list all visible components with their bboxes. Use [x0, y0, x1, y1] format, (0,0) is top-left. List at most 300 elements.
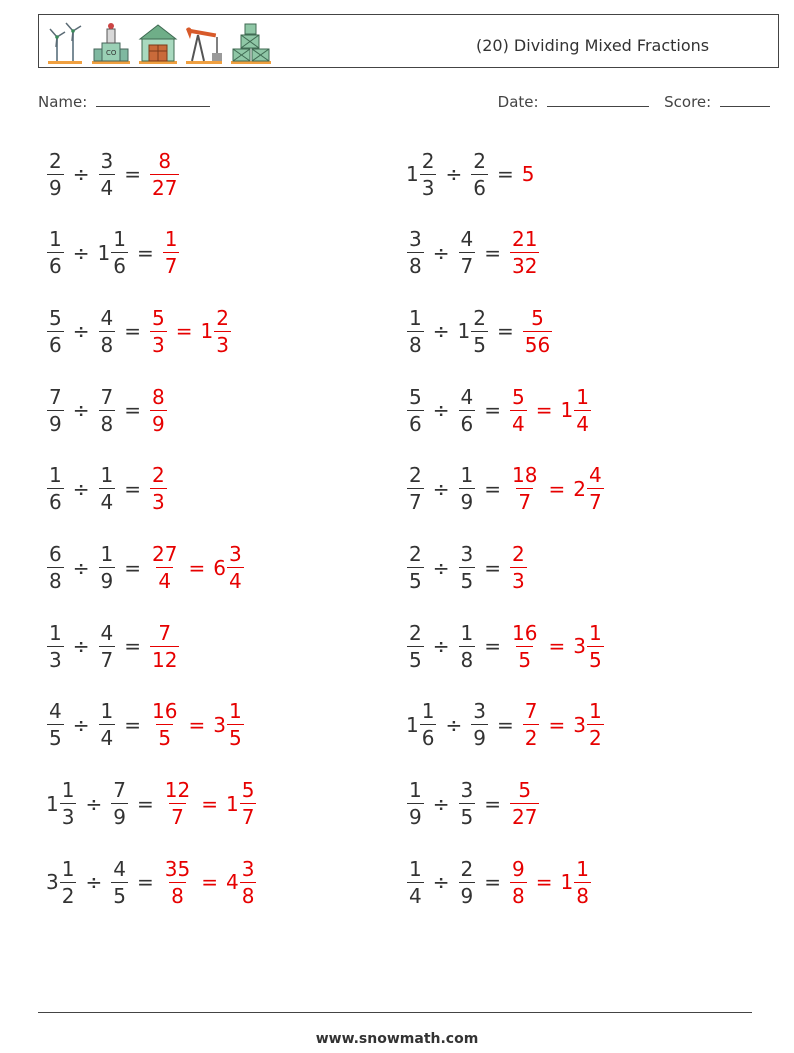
divide-symbol: ÷ [72, 240, 90, 265]
fraction [510, 857, 527, 908]
numerator: 2 [512, 542, 525, 566]
divide-symbol: ÷ [72, 634, 90, 659]
whole-number: 5 [521, 162, 535, 186]
answer-mixed-number [226, 778, 257, 829]
numerator: 18 [512, 463, 538, 488]
fraction [459, 542, 476, 593]
denominator: 6 [49, 254, 62, 279]
divide-symbol: ÷ [85, 870, 103, 895]
denominator: 6 [113, 254, 126, 279]
answer-fraction [509, 227, 540, 278]
fraction [407, 857, 424, 908]
divide-symbol: ÷ [72, 398, 90, 423]
denominator: 8 [100, 332, 114, 357]
equals-symbol: = [136, 870, 154, 895]
numerator: 3 [473, 699, 486, 724]
fraction [99, 385, 116, 436]
fraction [574, 385, 591, 436]
divide-symbol: ÷ [432, 476, 450, 501]
fraction [407, 385, 424, 436]
numerator: 9 [512, 856, 525, 881]
numerator: 6 [49, 542, 62, 566]
numerator: 4 [49, 699, 62, 724]
denominator: 8 [241, 883, 255, 908]
answer-fraction [522, 699, 541, 750]
equals-symbol: = [124, 555, 141, 580]
numerator: 1 [409, 856, 422, 881]
equals-symbol: = [484, 398, 501, 423]
svg-text:CO: CO [106, 49, 117, 57]
divisor [98, 149, 117, 200]
numerator: 3 [460, 542, 474, 566]
divisor [458, 385, 477, 436]
problem-item [46, 380, 168, 440]
fraction [47, 306, 64, 357]
problem-item [406, 774, 540, 834]
whole-number: 3 [213, 712, 226, 737]
denominator: 7 [588, 490, 602, 515]
denominator: 4 [100, 726, 114, 751]
score-blank[interactable] [720, 93, 770, 107]
equals-symbol: = [496, 162, 514, 186]
answer-fraction [509, 463, 540, 514]
numerator: 7 [100, 384, 114, 409]
fraction [47, 542, 64, 593]
fraction [523, 306, 552, 357]
divisor [98, 699, 117, 750]
numerator: 4 [100, 620, 114, 645]
denominator: 5 [113, 883, 126, 908]
fraction [471, 149, 488, 200]
divisor [110, 857, 129, 908]
denominator: 3 [512, 569, 525, 593]
denominator: 12 [152, 647, 178, 672]
numerator: 4 [100, 305, 114, 330]
dividend [406, 463, 425, 514]
denominator: 7 [409, 490, 422, 515]
whole-number: 1 [457, 319, 471, 344]
fraction [407, 778, 424, 829]
dividend [406, 385, 425, 436]
denominator: 8 [460, 647, 474, 672]
denominator: 9 [100, 569, 114, 593]
denominator: 5 [518, 647, 532, 672]
divide-symbol: ÷ [432, 870, 450, 895]
name-blank[interactable] [96, 93, 210, 107]
answer-equals-symbol: = [201, 791, 218, 816]
denominator: 5 [473, 332, 486, 357]
answer-fraction [162, 778, 193, 829]
denominator: 27 [152, 175, 178, 200]
numerator: 3 [100, 148, 114, 173]
problem-item [46, 774, 257, 834]
numerator: 1 [588, 699, 602, 724]
divisor [470, 699, 489, 750]
divisor [458, 621, 477, 672]
problem-item [46, 616, 180, 676]
denominator: 5 [228, 726, 242, 751]
fraction [510, 227, 539, 278]
numerator: 1 [61, 778, 75, 803]
answer-equals-symbol: = [188, 712, 206, 737]
numerator: 16 [512, 620, 538, 645]
answer-mixed-number [573, 621, 604, 672]
answer-mixed-number [573, 463, 604, 514]
problem-item [46, 695, 245, 755]
fraction [227, 699, 244, 750]
fraction [240, 857, 257, 908]
numerator: 1 [409, 778, 422, 803]
fraction [47, 227, 64, 278]
numerator: 16 [152, 699, 178, 724]
answer-fraction [509, 542, 528, 593]
whole-number: 1 [225, 791, 239, 816]
problem-item [406, 380, 592, 440]
numerator: 1 [576, 384, 589, 409]
fraction [407, 542, 424, 593]
problem-item [406, 538, 528, 598]
numerator: 7 [49, 384, 62, 409]
whole-number: 2 [573, 476, 586, 501]
problem-item [406, 852, 592, 912]
answer-equals-symbol: = [548, 476, 566, 501]
numerator: 4 [460, 227, 474, 252]
problem-item [46, 223, 180, 283]
denominator: 7 [164, 254, 178, 279]
fraction [587, 621, 604, 672]
equals-symbol: = [124, 476, 141, 501]
answer-equals-symbol: = [201, 870, 218, 895]
divisor [98, 227, 129, 278]
numerator: 3 [460, 778, 474, 803]
denominator: 9 [409, 805, 422, 830]
denominator: 6 [460, 411, 474, 436]
divide-symbol: ÷ [432, 555, 450, 580]
numerator: 1 [460, 620, 474, 645]
denominator: 5 [460, 805, 474, 830]
numerator: 2 [460, 856, 474, 881]
fraction [150, 463, 167, 514]
denominator: 5 [158, 726, 172, 751]
denominator: 32 [512, 254, 538, 279]
answer-equals-symbol: = [175, 319, 193, 344]
equals-symbol: = [484, 870, 501, 895]
divide-symbol: ÷ [432, 791, 450, 816]
whole-number: 1 [200, 319, 214, 344]
numerator: 2 [409, 542, 422, 566]
divide-symbol: ÷ [72, 319, 90, 344]
denominator: 5 [588, 647, 602, 672]
equals-symbol: = [124, 162, 141, 186]
numerator: 1 [61, 856, 75, 881]
equals-symbol: = [484, 634, 501, 659]
dividend [46, 778, 77, 829]
fraction [510, 778, 539, 829]
numerator: 2 [473, 305, 486, 330]
dividend [406, 778, 425, 829]
denominator: 9 [460, 883, 474, 908]
co2-factory-icon [90, 21, 132, 65]
denominator: 5 [409, 569, 422, 593]
answer-fraction [162, 857, 193, 908]
numerator: 2 [216, 305, 229, 330]
denominator: 2 [61, 883, 75, 908]
denominator: 9 [113, 805, 126, 830]
fraction [407, 306, 424, 357]
denominator: 6 [473, 175, 486, 200]
fraction [163, 778, 192, 829]
equals-symbol: = [484, 555, 501, 580]
denominator: 8 [576, 883, 589, 908]
score-label: Score: [664, 93, 712, 111]
numerator: 7 [158, 620, 172, 645]
denominator: 8 [171, 883, 184, 908]
fraction [150, 542, 179, 593]
answer-fraction [149, 621, 180, 672]
numerator: 1 [100, 699, 114, 724]
answer-mixed-number [201, 306, 232, 357]
name-field [38, 93, 210, 111]
equals-symbol: = [136, 791, 154, 816]
fraction [150, 385, 167, 436]
numerator: 1 [100, 542, 114, 566]
fraction [240, 778, 257, 829]
numerator: 7 [113, 778, 126, 803]
denominator: 27 [512, 805, 538, 830]
dividend [46, 621, 65, 672]
denominator: 7 [100, 647, 114, 672]
denominator: 9 [49, 411, 62, 436]
equals-symbol: = [496, 319, 514, 344]
divide-symbol: ÷ [432, 398, 450, 423]
fraction [163, 857, 192, 908]
fraction [60, 857, 77, 908]
numerator: 35 [164, 856, 191, 881]
whole-number: 1 [46, 791, 59, 816]
fraction [574, 857, 591, 908]
divisor [458, 306, 489, 357]
divisor [470, 149, 489, 200]
date-score-fields [498, 93, 770, 111]
whole-number: 4 [225, 870, 239, 895]
equals-symbol: = [484, 476, 501, 501]
fraction [420, 149, 437, 200]
dividend [46, 149, 65, 200]
equals-symbol: = [124, 319, 141, 344]
fraction [47, 621, 64, 672]
problem-item [46, 538, 245, 598]
problem-item [406, 616, 605, 676]
dividend [406, 306, 425, 357]
numerator: 5 [512, 384, 525, 409]
numerator: 2 [49, 148, 62, 173]
numerator: 5 [531, 305, 544, 330]
answer-mixed-number [213, 542, 244, 593]
problem-item [46, 144, 180, 204]
denominator: 3 [49, 647, 62, 672]
problem-item [46, 459, 168, 519]
dividend [46, 385, 65, 436]
divisor [98, 463, 117, 514]
answer-mixed-number [561, 857, 592, 908]
answer-mixed-number [226, 857, 257, 908]
denominator: 9 [460, 490, 474, 515]
problem-item [46, 301, 232, 361]
equals-symbol: = [124, 712, 141, 737]
fraction [111, 227, 128, 278]
equals-symbol: = [496, 712, 514, 737]
answer-fraction [522, 162, 535, 186]
numerator: 21 [512, 227, 538, 252]
denominator: 2 [524, 726, 538, 751]
fraction [99, 699, 116, 750]
numerator: 3 [241, 856, 255, 881]
fraction [471, 699, 488, 750]
divide-symbol: ÷ [432, 319, 450, 344]
answer-equals-symbol: = [535, 870, 553, 895]
denominator: 3 [421, 175, 435, 200]
denominator: 4 [228, 569, 242, 593]
numerator: 1 [421, 699, 435, 724]
fraction [587, 699, 604, 750]
answer-fraction [149, 385, 168, 436]
worksheet-title: (20) Dividing Mixed Fractions [476, 36, 710, 55]
whole-number: 1 [406, 712, 419, 737]
fraction [60, 778, 77, 829]
fraction [459, 778, 476, 829]
fraction [459, 463, 476, 514]
divide-symbol: ÷ [72, 476, 90, 501]
fraction [407, 463, 424, 514]
numerator: 1 [49, 227, 62, 252]
numerator: 4 [113, 856, 126, 881]
answer-fraction [509, 385, 528, 436]
divide-symbol: ÷ [432, 634, 450, 659]
dividend [406, 699, 437, 750]
container-stack-icon [229, 21, 273, 65]
denominator: 8 [512, 883, 525, 908]
fraction [459, 857, 476, 908]
fraction [459, 227, 476, 278]
divide-symbol: ÷ [72, 162, 90, 186]
denominator: 4 [409, 883, 422, 908]
fraction [111, 778, 128, 829]
answer-fraction [149, 463, 168, 514]
fraction [510, 621, 539, 672]
numerator: 1 [49, 620, 62, 645]
problem-item [46, 852, 257, 912]
fraction [510, 385, 527, 436]
divisor [110, 778, 129, 829]
oil-pumpjack-icon [184, 21, 224, 65]
answer-equals-symbol: = [535, 398, 553, 423]
answer-fraction [509, 621, 540, 672]
dividend [46, 227, 65, 278]
name-label: Name: [38, 93, 88, 111]
denominator: 7 [171, 805, 184, 830]
divisor [98, 621, 117, 672]
numerator: 1 [460, 463, 474, 488]
fraction [47, 149, 64, 200]
answer-fraction [522, 306, 553, 357]
numerator: 4 [588, 463, 602, 488]
numerator: 2 [409, 463, 422, 488]
answer-fraction [162, 227, 181, 278]
numerator: 8 [152, 384, 165, 409]
denominator: 56 [524, 332, 551, 357]
numerator: 5 [241, 778, 255, 803]
numerator: 1 [164, 227, 178, 252]
whole-number: 1 [560, 398, 574, 423]
denominator: 7 [460, 254, 474, 279]
fraction [150, 149, 179, 200]
divide-symbol: ÷ [445, 712, 463, 737]
dividend [406, 857, 425, 908]
answer-equals-symbol: = [548, 634, 566, 659]
numerator: 5 [49, 305, 62, 330]
fraction [99, 621, 116, 672]
answer-fraction [509, 778, 540, 829]
fraction [99, 542, 116, 593]
answer-equals-symbol: = [188, 555, 206, 580]
date-label: Date: [497, 93, 539, 111]
numerator: 2 [409, 620, 422, 645]
fraction [459, 621, 476, 672]
numerator: 5 [152, 305, 165, 330]
divisor [458, 542, 477, 593]
answer-equals-symbol: = [548, 712, 566, 737]
numerator: 27 [152, 542, 178, 566]
answer-mixed-number [573, 699, 604, 750]
numerator: 1 [228, 699, 242, 724]
numerator: 1 [588, 620, 602, 645]
denominator: 7 [241, 805, 255, 830]
problem-item [406, 301, 553, 361]
numerator: 1 [100, 463, 114, 488]
problem-item [406, 144, 534, 204]
dividend [406, 227, 425, 278]
fraction [150, 621, 179, 672]
denominator: 4 [100, 490, 114, 515]
numerator: 1 [409, 305, 422, 330]
answer-fraction [149, 542, 180, 593]
divisor [458, 778, 477, 829]
fraction [420, 699, 437, 750]
problem-item [406, 459, 605, 519]
divide-symbol: ÷ [445, 162, 463, 186]
fraction [510, 542, 527, 593]
fraction [471, 306, 488, 357]
date-blank[interactable] [547, 93, 649, 107]
denominator: 5 [409, 647, 422, 672]
fraction [99, 463, 116, 514]
numerator: 1 [113, 227, 126, 252]
numerator: 8 [158, 148, 172, 173]
equals-symbol: = [484, 791, 501, 816]
divisor [98, 542, 117, 593]
fraction [150, 699, 179, 750]
dividend [46, 542, 65, 593]
numerator: 4 [460, 384, 474, 409]
footer-url: www.snowmath.com [315, 1031, 479, 1047]
answer-fraction [149, 149, 180, 200]
denominator: 6 [49, 490, 62, 515]
denominator: 4 [512, 411, 525, 436]
divide-symbol: ÷ [72, 712, 90, 737]
denominator: 4 [100, 175, 114, 200]
denominator: 3 [216, 332, 229, 357]
dividend [406, 149, 437, 200]
